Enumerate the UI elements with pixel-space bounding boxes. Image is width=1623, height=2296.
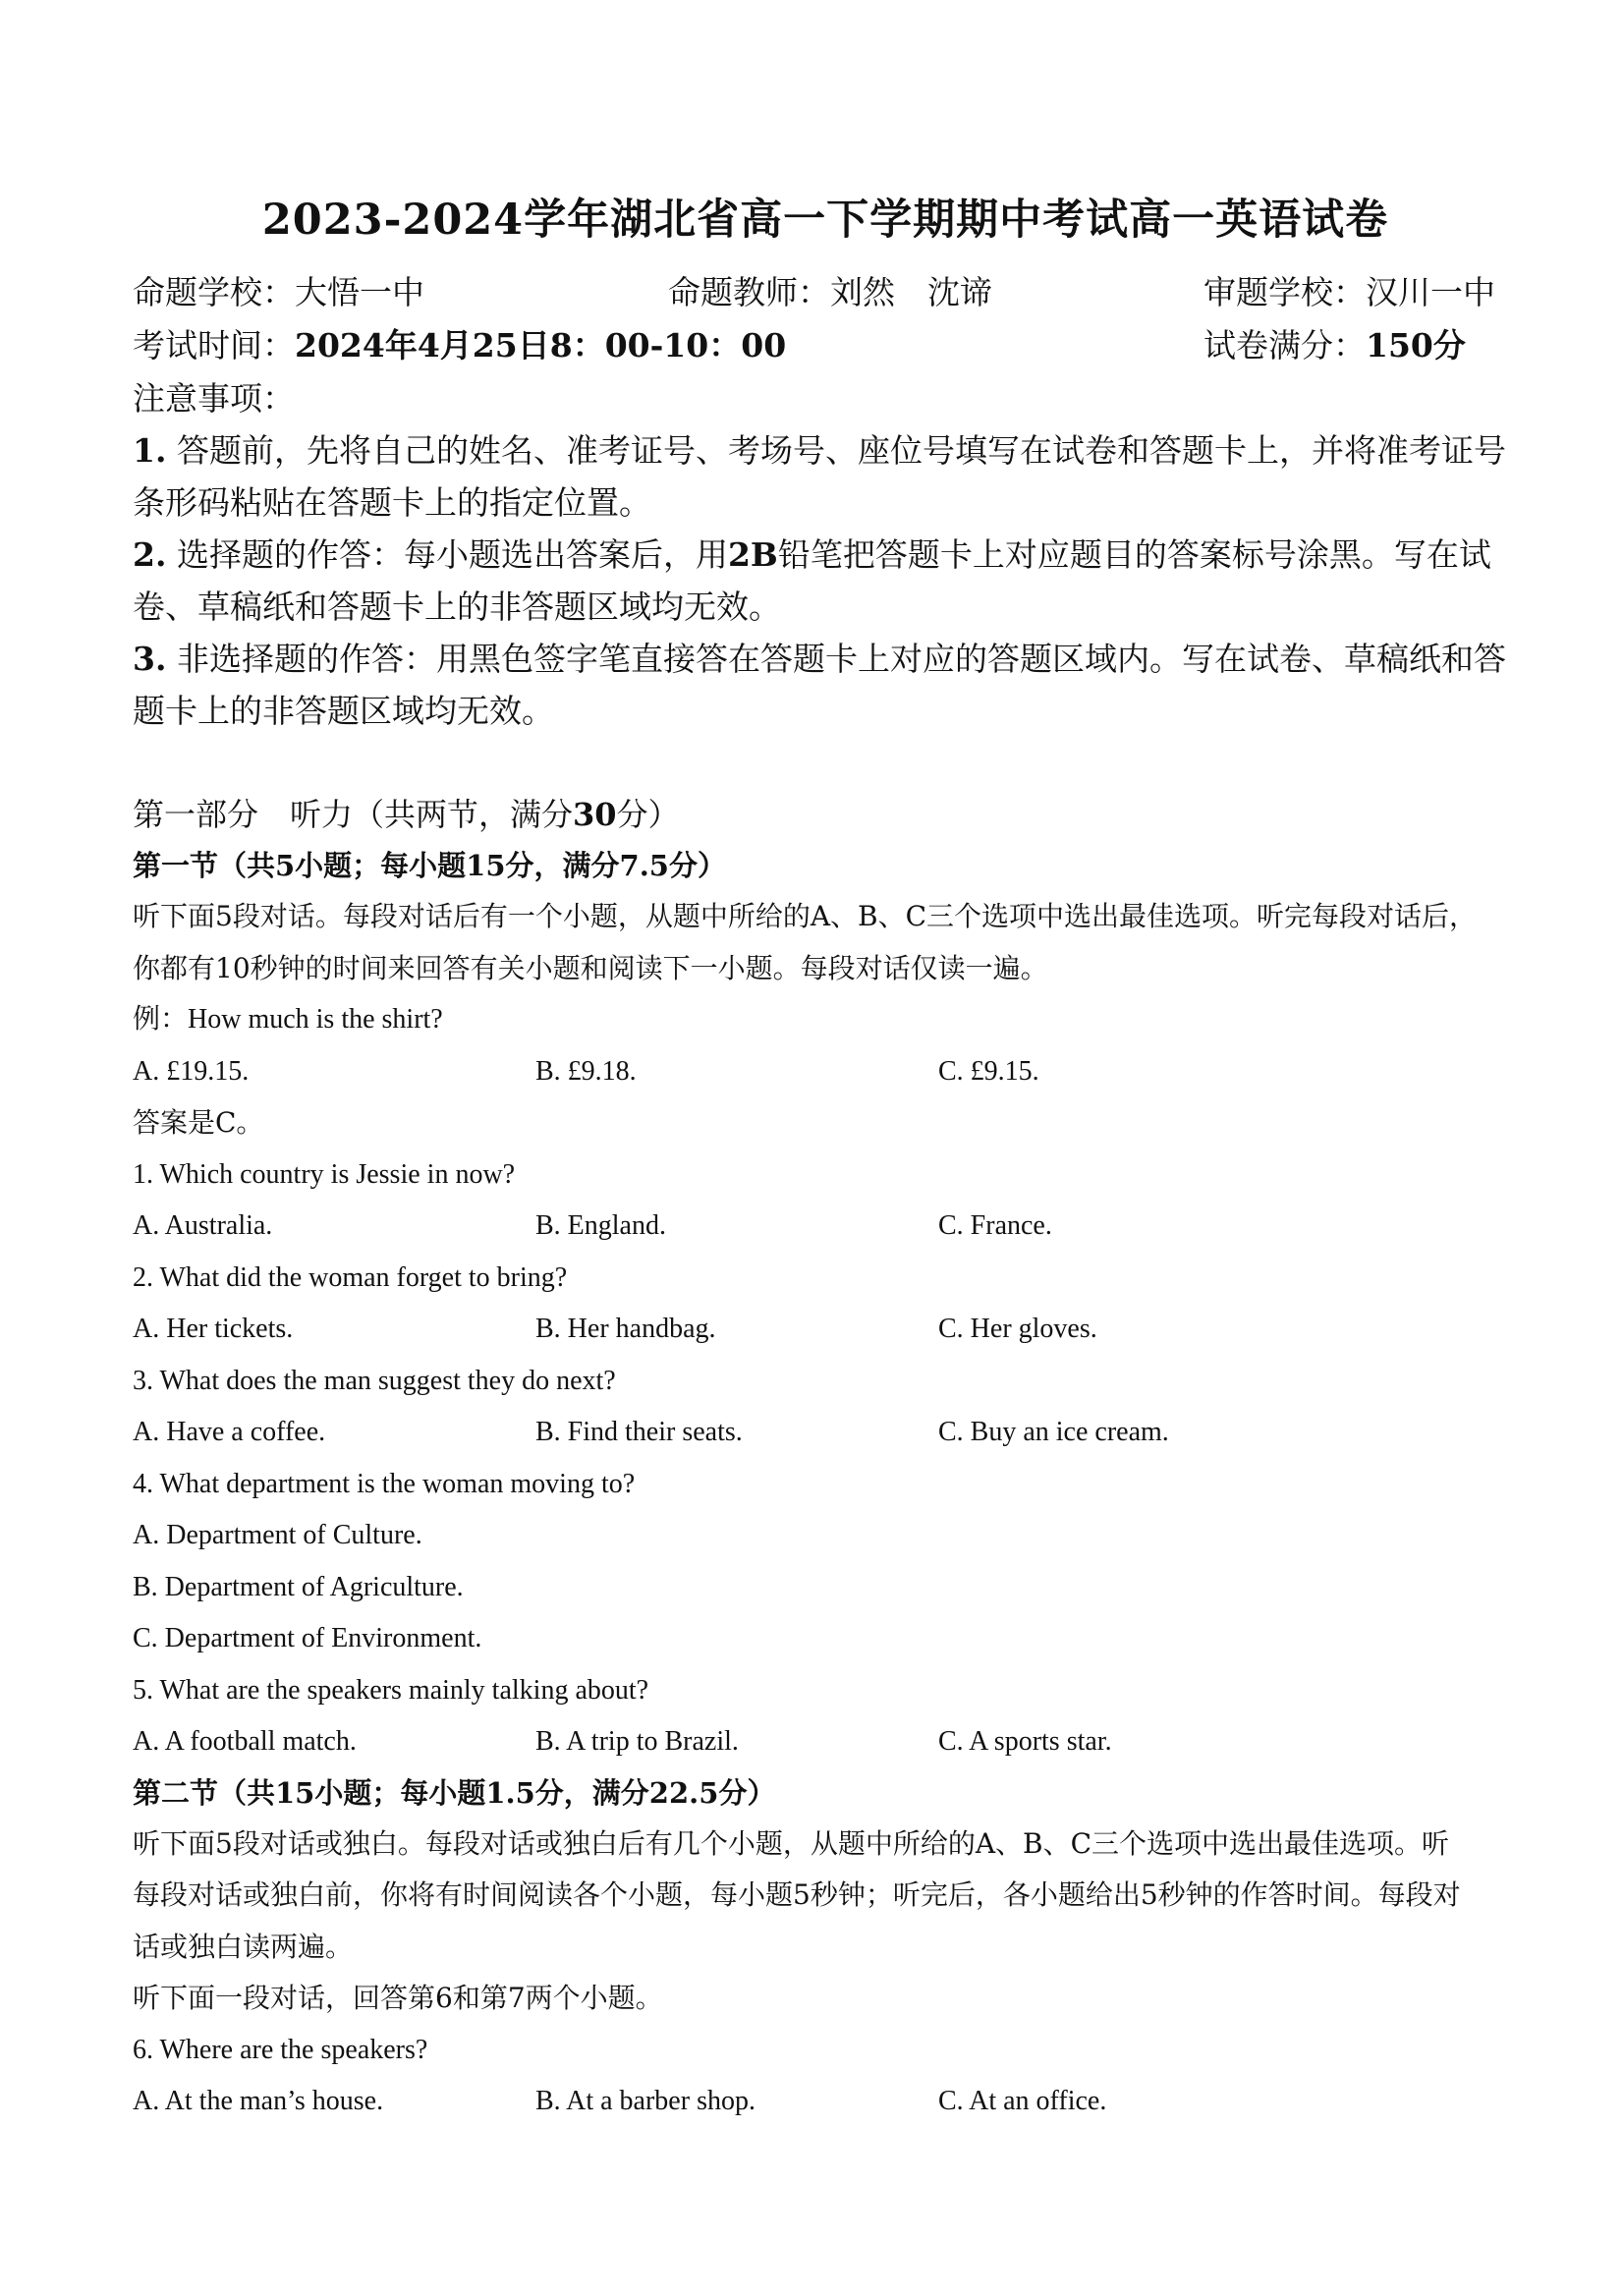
exam-time: [133, 319, 786, 372]
example-question: 例：How much is the shirt?: [133, 1004, 443, 1035]
option-b: B. Find their seats.: [535, 1417, 743, 1447]
part1-heading: [133, 788, 1518, 841]
option-b: B. England.: [535, 1210, 666, 1241]
note-number: 2.: [133, 535, 167, 574]
school-label: 命题学校：大悟一中: [133, 273, 424, 311]
page-content: [133, 192, 1518, 2128]
full-score: [1203, 319, 1466, 372]
section1-instruction-line1: 听下面5段对话。每段对话后有一个小题，从题中所给的A、B、C三个选项中选出最佳选项。听完每段对话后，: [133, 900, 1478, 932]
note-item-2: [133, 529, 1518, 633]
notes-heading: 注意事项：: [133, 379, 295, 418]
question-2-options: [133, 1304, 1518, 1356]
option-a: A. A football match.: [133, 1726, 357, 1757]
question-1: 1. Which country is Jessie in now?: [133, 1158, 516, 1190]
question-4-option-c: C. Department of Environment.: [133, 1623, 482, 1653]
note-text: 选择题的作答：每小题选出答案后，用: [166, 535, 728, 574]
question-5: 5. What are the speakers mainly talking about?: [133, 1674, 649, 1706]
meta-row-authors: [133, 266, 1518, 319]
question-3-options: [133, 1407, 1518, 1459]
part1-heading-unit: 分）: [616, 796, 680, 833]
option-c: C. Her gloves.: [938, 1314, 1097, 1344]
question-3: 3. What does the man suggest they do next?: [133, 1365, 616, 1396]
option-c: C. £9.15.: [938, 1055, 1039, 1087]
example-options: [133, 1046, 1518, 1098]
note-bold: 2B: [727, 535, 778, 574]
note-text: 答题前，先将自己的姓名、准考证号、考场号、座位号填写在试卷和答题卡上，并将准考证号条形码粘贴在答题卡上的指定位置。: [133, 431, 1506, 522]
part1-heading-text: 第一部分 听力（共两节，满分: [133, 796, 574, 833]
note-item-3: [133, 633, 1518, 737]
section2-instruction-line1: 听下面5段对话或独白。每段对话或独白后有几个小题，从题中所给的A、B、C三个选项中选出最佳选项。听: [133, 1826, 1450, 1860]
note-text: 非选择题的作答：用黑色签字笔直接答在答题卡上对应的答题区域内。写在试卷、草稿纸和答题卡上的非答题区域均无效。: [133, 640, 1506, 730]
question-6-options: [133, 2076, 1518, 2128]
exam-time-label: 考试时间：: [133, 326, 295, 364]
option-a: A. At the man’s house.: [133, 2086, 384, 2116]
full-score-value: 150分: [1366, 326, 1466, 364]
option-a: A. £19.15.: [133, 1055, 250, 1087]
full-score-label: 试卷满分：: [1203, 326, 1366, 364]
option-a: A. Her tickets.: [133, 1314, 294, 1344]
exam-time-value: 2024年4月25日8：00-10：00: [295, 326, 787, 364]
question-1-options: [133, 1201, 1518, 1253]
exam-title: 2023-2024学年湖北省高一下学期期中考试高一英语试卷: [261, 196, 1389, 245]
question-4-option-a: A. Department of Culture.: [133, 1520, 422, 1550]
section2-instruction-line3: 话或独白读两遍。: [133, 1930, 354, 1963]
option-b: B. £9.18.: [535, 1055, 637, 1087]
review-school-label: 审题学校：汉川一中: [1203, 273, 1495, 311]
question-6: 6. Where are the speakers?: [133, 2034, 428, 2065]
option-c: C. France.: [938, 1210, 1052, 1241]
option-b: B. Her handbag.: [535, 1314, 716, 1344]
option-c: C. A sports star.: [938, 1726, 1112, 1757]
section2-instruction-line2: 每段对话或独白前，你将有时间阅读各个小题，每小题5秒钟；听完后，各小题给出5秒钟的作答时间。每段对: [133, 1878, 1461, 1911]
section1-instruction-line2: 你都有10秒钟的时间来回答有关小题和阅读下一小题。每段对话仅读一遍。: [133, 951, 1048, 984]
note-number: 1.: [133, 431, 167, 470]
question-5-options: [133, 1716, 1518, 1768]
question-2: 2. What did the woman forget to bring?: [133, 1261, 568, 1293]
spacer: [133, 737, 1518, 788]
option-a: A. Have a coffee.: [133, 1417, 326, 1447]
part1-heading-score: 30: [573, 796, 617, 833]
note-number: 3.: [133, 640, 167, 678]
section1-heading: 第一节（共5小题；每小题15分，满分7.5分）: [133, 849, 726, 882]
option-a: A. Australia.: [133, 1210, 273, 1241]
option-c: C. Buy an ice cream.: [938, 1417, 1169, 1447]
section2-heading: 第二节（共15小题；每小题1.5分，满分22.5分）: [133, 1775, 776, 1810]
meta-row-time: [133, 319, 1518, 372]
question-4: 4. What department is the woman moving to?: [133, 1468, 636, 1499]
section2-dialogue-intro: 听下面一段对话，回答第6和第7两个小题。: [133, 1982, 663, 2014]
question-4-option-b: B. Department of Agriculture.: [133, 1571, 464, 1602]
note-item-1: [133, 424, 1518, 529]
option-b: B. A trip to Brazil.: [535, 1726, 739, 1757]
option-c: C. At an office.: [938, 2086, 1107, 2116]
teacher-label: 命题教师：刘然 沈谛: [668, 273, 992, 311]
option-b: B. At a barber shop.: [535, 2086, 756, 2116]
example-answer: 答案是C。: [133, 1106, 264, 1139]
note-text: 铅笔把答题卡上对应题目的答案标号涂黑。写在试卷、草稿纸和答题卡上的非答题区域均无效。: [133, 535, 1491, 626]
